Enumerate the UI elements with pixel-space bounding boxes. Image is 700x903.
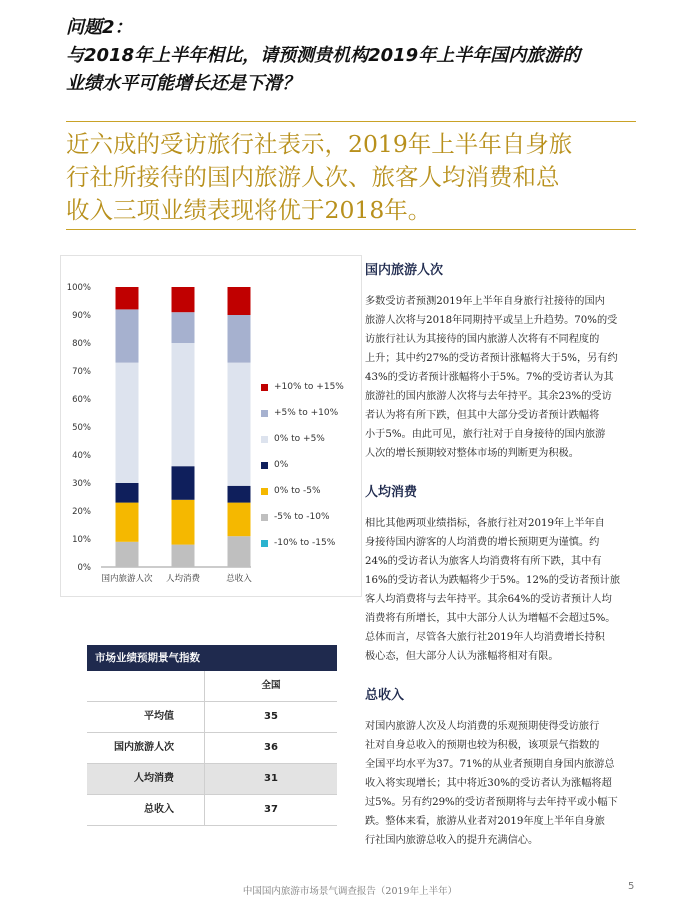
legend-label: 0% to +5% [274,434,325,444]
page-footer: 中国国内旅游市场景气调查报告（2019年上半年） [242,886,458,897]
bar-segment [172,466,195,500]
legend-label: 0% [274,460,289,470]
bar-segment [228,315,251,363]
body-line: 客人均消费将与去年持平。其余64%的受访者预计人均 [365,594,612,605]
body-line: 对国内旅游人次及人均消费的乐观预期使得受访旅行 [365,721,600,732]
y-tick-label: 40% [72,451,91,461]
legend-swatch [261,436,268,443]
body-line: 旅游人次将与2018年同期持平或呈上升趋势。70%的受 [365,315,618,326]
table-header-empty [87,671,205,701]
body-line: 相比其他两项业绩指标，各旅行社对2019年上半年自 [365,518,605,529]
table-title: 市场业绩预期景气指数 [87,645,337,671]
legend-item [261,452,344,478]
table-row-value: 37 [264,804,278,815]
bar-segment [172,500,195,545]
table-row-label: 总收入 [87,795,205,825]
bar-segment [228,503,251,537]
body-line: 24%的受访者认为旅客人均消费将有所下跌，其中有 [365,556,602,567]
legend-swatch [261,384,268,391]
body-line: 小于5%。由此可见，旅行社对于自身接待的国内旅游 [365,429,606,440]
legend-item [261,530,344,556]
page-number: 5 [628,881,635,892]
table-column-header: 全国 [261,680,281,691]
headline-top-rule [66,121,636,122]
bar-segment [116,363,139,483]
table-header-row [87,671,337,702]
chart-legend [261,374,344,556]
table-row [87,702,337,733]
legend-label: 0% to -5% [274,486,321,496]
headline-line: 行社所接待的国内旅游人次、旅客人均消费和总 [66,163,560,191]
bar-segment [228,363,251,486]
body-line: 总体而言，尽管各大旅行社2019年人均消费增长持积 [365,632,605,643]
table-row [87,795,337,826]
body-line: 消费将有所增长，其中大部分人认为增幅不会超过5%。 [365,613,616,624]
y-tick-label: 50% [72,423,91,433]
bar-segment [116,309,139,362]
section-body-visitors [365,292,637,463]
body-line: 全国平均水平为37。71%的从业者预期自身国内旅游总 [365,759,615,770]
bar-segment [228,287,251,315]
bar-segment [172,343,195,466]
legend-swatch [261,410,268,417]
x-tick-label: 人均消费 [165,574,201,584]
bar-segment [116,542,139,567]
table-row [87,764,337,795]
y-tick-label: 60% [72,395,91,405]
body-line: 多数受访者预测2019年上半年自身旅行社接待的国内 [365,296,605,307]
body-line: 16%的受访者认为跌幅将少于5%。12%的受访者预计旅 [365,575,621,586]
table-row-value: 36 [264,742,278,753]
body-line: 43%的受访者预计涨幅将小于5%。7%的受访者认为其 [365,372,614,383]
index-table [87,645,337,826]
question-heading [66,14,666,98]
legend-swatch [261,540,268,547]
y-tick-label: 10% [72,535,91,545]
legend-item [261,504,344,530]
body-line: 跌。整体来看，旅游从业者对2019年度上半年自身旅 [365,816,605,827]
y-tick-label: 30% [72,479,91,489]
bar-segment [116,483,139,503]
y-tick-label: 70% [72,367,91,377]
body-line: 人次的增长预期较对整体市场的判断更为积极。 [365,448,579,459]
body-line: 访旅行社认为其接待的国内旅游人次将有不同程度的 [365,334,600,345]
body-line: 身接待国内游客的人均消费的增长预期更为谨慎。约 [365,537,600,548]
x-tick-label: 国内旅游人次 [101,574,153,584]
question-line: 问题2： [66,17,133,38]
body-line: 上升；其中约27%的受访者预计涨幅将大于5%，另有约 [365,353,618,364]
legend-item [261,426,344,452]
bar-segment [172,545,195,567]
body-line: 社对自身总收入的预期也较为积极，该项景气指数的 [365,740,600,751]
headline-bottom-rule [66,229,636,230]
bar-segment [116,287,139,309]
table-row-label: 国内旅游人次 [87,733,205,763]
headline [66,128,656,227]
legend-label: -10% to -15% [274,538,336,548]
y-tick-label: 90% [72,311,91,321]
stacked-bar-chart [60,255,362,597]
table-row-label: 平均值 [87,702,205,732]
table-row-value: 31 [264,773,278,784]
bar-segment [116,503,139,542]
section-title-spending: 人均消费 [365,485,418,500]
question-line: 与2018年上半年相比，请预测贵机构2019年上半年国内旅游的 [66,45,581,66]
table-row [87,733,337,764]
body-line: 旅游社的国内旅游人次将与去年持平。其余23%的受访 [365,391,612,402]
legend-label: -5% to -10% [274,512,330,522]
legend-label: +5% to +10% [274,408,339,418]
bar-segment [172,312,195,343]
body-line: 者认为将有所下跌，但其中大部分受访者预计跌幅将 [365,410,600,421]
y-tick-label: 80% [72,339,91,349]
bar-segment [228,536,251,567]
section-body-revenue [365,717,637,850]
section-body-spending [365,514,637,666]
section-title-revenue: 总收入 [365,688,405,703]
y-tick-label: 0% [77,563,91,573]
body-line: 收入将实现增长；其中将近30%的受访者认为涨幅将超 [365,778,612,789]
x-tick-label: 总收入 [226,574,252,584]
bar-segment [172,287,195,312]
section-title-visitors: 国内旅游人次 [365,263,444,278]
question-line: 业绩水平可能增长还是下滑？ [66,73,300,94]
legend-item [261,374,344,400]
legend-swatch [261,488,268,495]
table-row-value: 35 [264,711,278,722]
body-line: 极心态，但大部分人认为涨幅将相对有限。 [365,651,559,662]
legend-item [261,478,344,504]
bar-segment [228,486,251,503]
headline-line: 收入三项业绩表现将优于2018年。 [66,196,432,224]
table-row-label: 人均消费 [87,764,205,794]
body-line: 过5%。另有约29%的受访者预期将与去年持平或小幅下 [365,797,618,808]
y-tick-label: 100% [66,283,91,293]
body-line: 行社国内旅游总收入的提升充满信心。 [365,835,539,846]
legend-swatch [261,462,268,469]
legend-swatch [261,514,268,521]
legend-item [261,400,344,426]
headline-line: 近六成的受访旅行社表示，2019年上半年自身旅 [66,130,573,158]
legend-label: +10% to +15% [274,382,344,392]
y-tick-label: 20% [72,507,91,517]
